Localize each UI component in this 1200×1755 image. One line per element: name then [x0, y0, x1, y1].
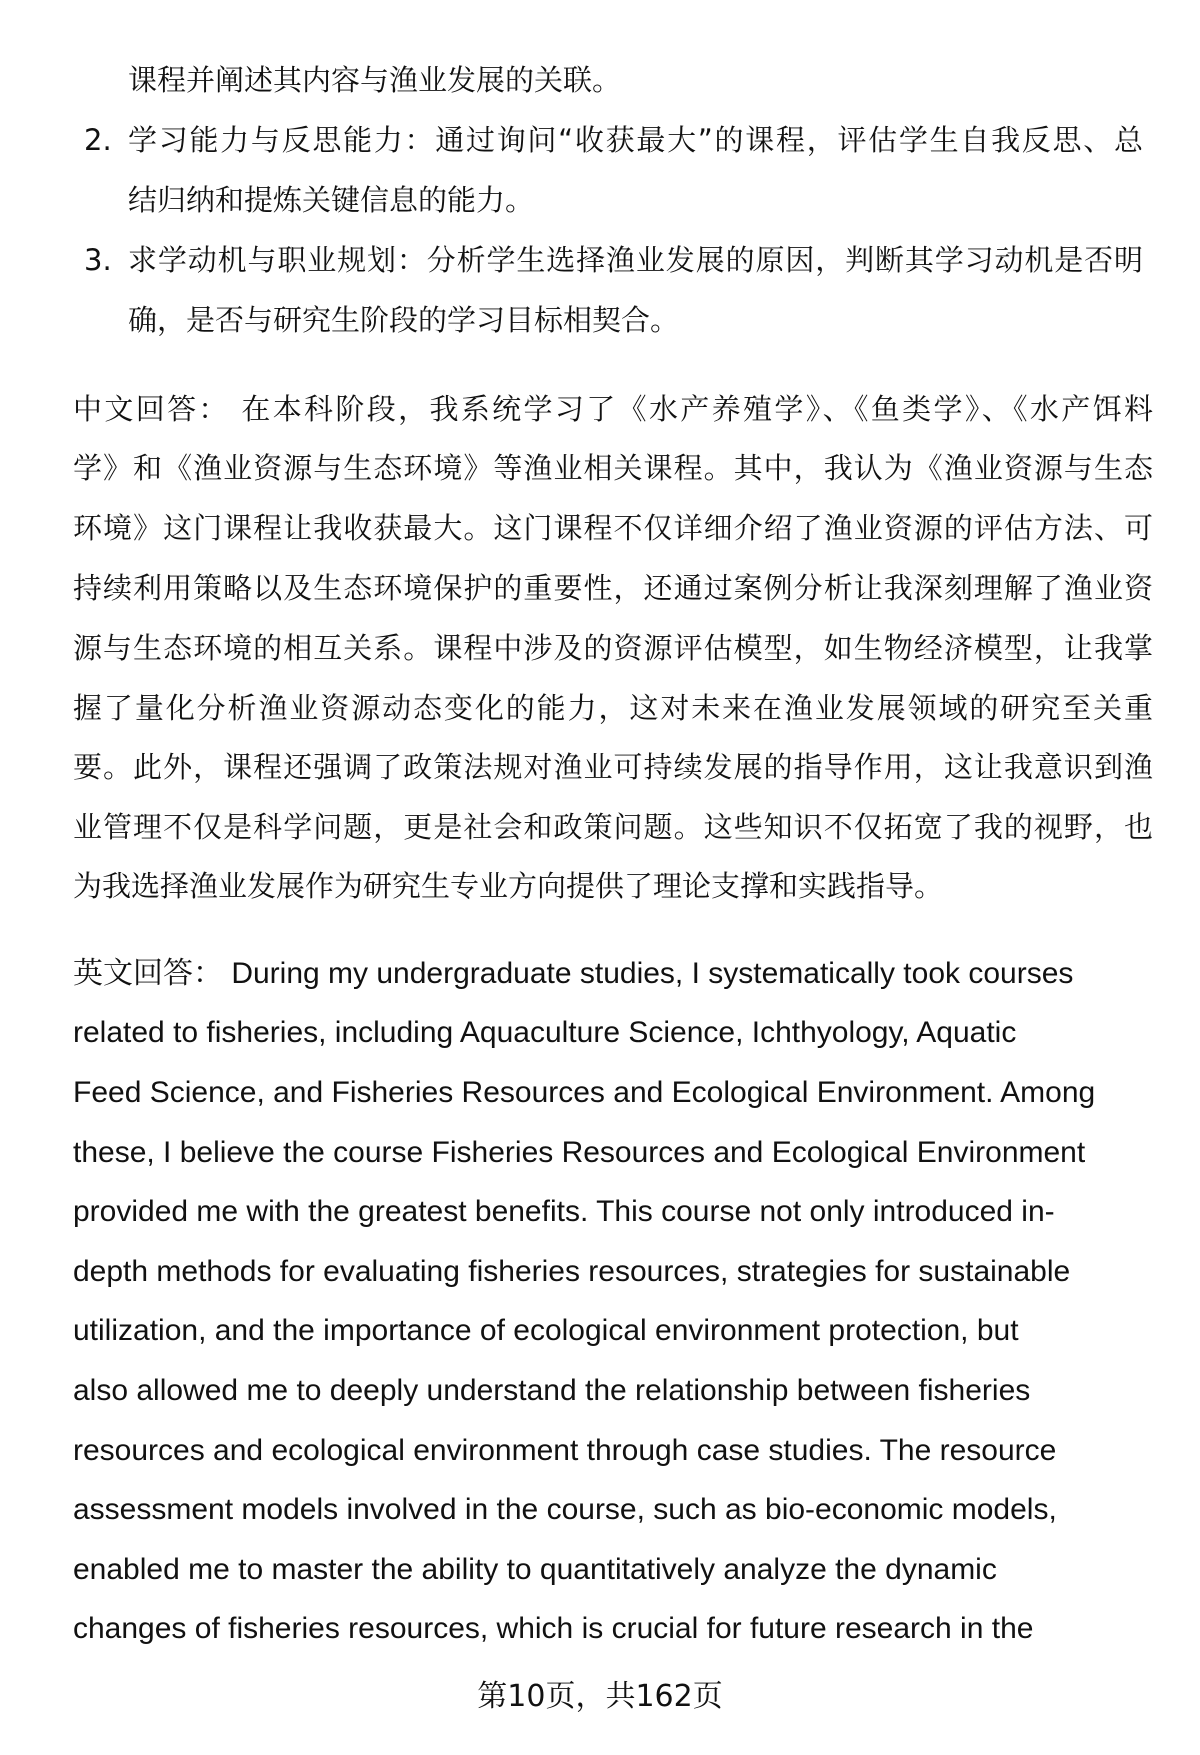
list-line: 确，是否与研究生阶段的学习目标相契合。	[128, 303, 680, 337]
paragraph-line: assessment models involved in the course, such as bio-economic models,	[73, 1493, 1057, 1526]
list-number: 3.	[84, 243, 112, 277]
paragraph-line: 源与生态环境的相互关系。课程中涉及的资源评估模型，如生物经济模型，让我掌	[73, 631, 1153, 665]
list-number: 2.	[84, 123, 112, 157]
paragraph-line: 中文回答： 在本科阶段，我系统学习了《水产养殖学》、《鱼类学》、《水产饵料	[73, 392, 1153, 426]
paragraph-line: 握了量化分析渔业资源动态变化的能力，这对未来在渔业发展领域的研究至关重	[73, 691, 1153, 725]
paragraph-line: 为我选择渔业发展作为研究生专业方向提供了理论支撑和实践指导。	[73, 869, 944, 903]
paragraph-line: enabled me to master the ability to quantitatively analyze the dynamic	[73, 1553, 997, 1586]
paragraph-line: 学》和《渔业资源与生态环境》等渔业相关课程。其中，我认为《渔业资源与生态	[73, 451, 1153, 485]
paragraph-line: 环境》这门课程让我收获最大。这门课程不仅详细介绍了渔业资源的评估方法、可	[73, 511, 1153, 545]
paragraph-line: these, I believe the course Fisheries Resources and Ecological Environment	[73, 1136, 1086, 1169]
list-line: 求学动机与职业规划：分析学生选择渔业发展的原因，判断其学习动机是否明	[128, 243, 1143, 277]
list-line: 学习能力与反思能力：通过询问“收获最大”的课程，评估学生自我反思、总	[128, 123, 1143, 157]
page-indicator: 第10页，共162页	[477, 1679, 723, 1714]
paragraph-line: related to fisheries, including Aquaculture Science, Ichthyology, Aquatic	[73, 1016, 1017, 1049]
paragraph-line: changes of fisheries resources, which is crucial for future research in the	[73, 1612, 1034, 1645]
paragraph-line: 业管理不仅是科学问题，更是社会和政策问题。这些知识不仅拓宽了我的视野，也	[73, 810, 1153, 844]
list-item-1-tail: 课程并阐述其内容与渔业发展的关联。	[128, 63, 622, 97]
paragraph-line: provided me with the greatest benefits. This course not only introduced in-	[73, 1195, 1055, 1228]
paragraph-line: also allowed me to deeply understand the relationship between fisheries	[73, 1374, 1031, 1407]
paragraph-line: 持续利用策略以及生态环境保护的重要性，还通过案例分析让我深刻理解了渔业资	[73, 571, 1153, 605]
paragraph-line: Feed Science, and Fisheries Resources and Ecological Environment. Among	[73, 1076, 1096, 1109]
paragraph-line: 英文回答： During my undergraduate studies, I systematically took courses	[73, 957, 1074, 990]
paragraph-line: resources and ecological environment through case studies. The resource	[73, 1434, 1057, 1467]
paragraph-line: depth methods for evaluating fisheries resources, strategies for sustainable	[73, 1255, 1071, 1288]
paragraph-line: utilization, and the importance of ecological environment protection, but	[73, 1314, 1019, 1347]
list-line: 结归纳和提炼关键信息的能力。	[128, 183, 535, 217]
paragraph-line: 要。此外，课程还强调了政策法规对渔业可持续发展的指导作用，这让我意识到渔	[73, 750, 1153, 784]
